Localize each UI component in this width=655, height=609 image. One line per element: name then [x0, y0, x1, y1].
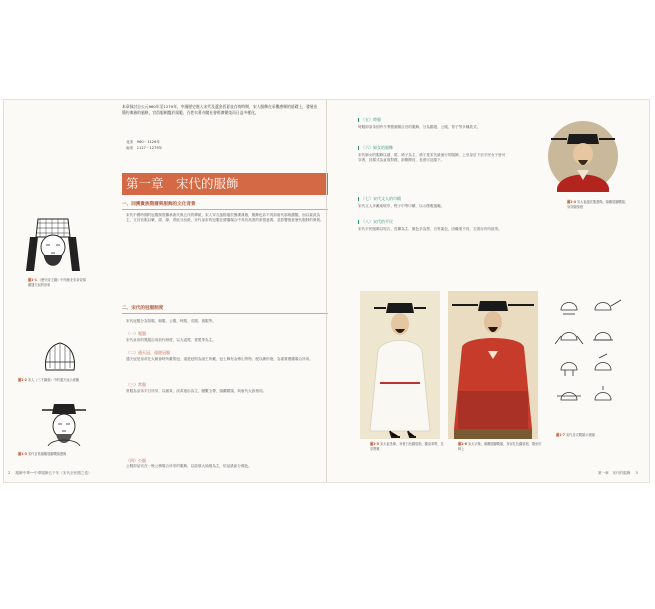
subsection-heading: （一）冕服	[126, 331, 146, 336]
caption-text: 宋太祖趙匡胤畫像，頭戴展腳幞頭，身穿圓領袍	[567, 200, 628, 209]
subsection-heading: （五）時服	[358, 117, 381, 123]
caption-text: 宋代官員頭戴展腳幞頭畫像	[27, 452, 67, 456]
body-paragraph: 宋代中國時期的冠服制度繼承唐代與五代的傳統，宋人穿衣風格趨於簡潔典雅，服飾色彩不再如唐代那般濃豔，而以素淡為主，文官官服以紫、緋、綠、青區分品級，宋代皇帝的冠服在禮儀場合中具有高度的象徵意義，並影響後世歷代服制的發展。	[126, 213, 324, 223]
emperor-portrait-circle	[547, 118, 619, 194]
caption-text: 宋太宗像，頭戴展腳幞頭，身穿紅色圓領袍，端坐於椅上	[458, 442, 542, 451]
figure-caption	[567, 200, 631, 209]
body-paragraph: 宋代文人多戴東坡巾、程子巾等巾幘，以示儒雅風範。	[358, 204, 445, 208]
section-divider	[122, 209, 328, 210]
page-number: 2	[8, 471, 11, 475]
subsection-heading: （四）公服	[126, 458, 146, 463]
left-page	[4, 100, 326, 482]
figure-number: 圖1-4	[567, 200, 576, 204]
section-divider	[122, 313, 328, 314]
chapter-title: 第一章 宋代的服飾	[122, 173, 328, 195]
body-paragraph: 宋代平民服飾以短衣、長褲為主，顏色多為黑、白等素色，因職業不同，衣著亦有所區別。	[358, 227, 502, 231]
figure-caption	[556, 433, 626, 438]
date-line: 北宋 960－1126年	[126, 140, 160, 144]
figure-caption	[370, 442, 444, 451]
figure-number: 圖1-6	[458, 442, 467, 446]
date-line: 南宋 1127－1279年	[126, 145, 163, 150]
section-heading: 二、宋代的冠服制度	[122, 306, 164, 311]
subsection-heading: （八）宋代的平民	[358, 219, 393, 225]
body-paragraph: 通天冠是皇帝在大朝會時所戴的冠，遠遊冠則為諸王所戴，冠上飾有金博山等物，配以絳紗袍，為重要禮儀場合所用。	[126, 357, 313, 361]
page-footer	[598, 471, 638, 476]
figure-number: 圖1-2	[18, 378, 27, 382]
running-title: 服飾中華──中華服飾五千年（宋代至民國之卷）	[15, 471, 92, 475]
page-number: 3	[635, 471, 638, 475]
figure-caption	[458, 442, 544, 451]
body-paragraph: 時服即皇帝依時令季節頒賜百官的服飾，分為錦袍、公服、背子等多種款式。	[358, 125, 481, 129]
caption-text: 宋代各式幞頭示意圖	[565, 433, 595, 437]
caption-text: 宋人《三才圖會》中的通天冠示意圖	[27, 378, 79, 382]
headwear-diagrams	[555, 296, 625, 420]
figure-caption	[18, 378, 88, 383]
white-robe-portrait	[360, 291, 440, 439]
crown-diagram-figure	[42, 340, 78, 372]
red-robe-portrait	[448, 291, 538, 439]
figure-number: 圖1-7	[556, 433, 565, 437]
figure-number: 圖1-3	[18, 452, 27, 456]
figure-caption	[28, 278, 88, 287]
chapter-intro: 本章探討自公元960年至1279年，中國歷史進入宋代及遼金西夏並存的時期，宋人服飾在承襲唐制的基礎上，發展出簡約典雅的風格，官員服制趨於規範，百姓衣著亦隨社會經濟繁榮而日益多樣化。	[122, 104, 318, 115]
body-paragraph: 常服為皇帝平日所穿，以赭黃、淡黃袍衫為主，腰繫玉帶，頭戴幞頭，與唐代大致相同。	[126, 389, 267, 393]
section-heading: 一、回溯貴族階層與服飾的文化背景	[122, 202, 196, 207]
subsection-heading: （三）常服	[126, 382, 146, 387]
running-title: 第一章 宋代的服飾	[598, 471, 631, 475]
figure-caption	[18, 452, 88, 457]
figure-number: 圖1-1	[28, 278, 37, 282]
page-footer	[8, 471, 92, 476]
subsection-heading: （七）宋代文人的巾幘	[358, 196, 401, 202]
official-sketch-figure	[42, 400, 86, 448]
body-paragraph: 宋代婦女的服飾以襦、裙、褙子為主，褙子是宋代最流行的服飾，上至皇后下至平民女子皆可穿著，其樣式為直領對襟，兩側開衩，長度可及膝下。	[358, 153, 506, 163]
caption-text: 宋太祖坐像，身著白色圓領袍，腰束革帶，足穿黑靴	[370, 442, 444, 451]
body-paragraph: 宋代冠服分為祭服、朝服、公服、時服、戎服、喪服等。	[126, 319, 216, 323]
subsection-heading: （二）通天冠、遠遊冠服	[126, 350, 170, 355]
dynasty-dates	[126, 140, 162, 151]
subsection-heading: （六）婦女的服飾	[358, 145, 393, 151]
body-paragraph: 公服即品官在一般公務場合所穿的服飾，以曲領大袖袍為主，依品級區分顏色。	[126, 464, 252, 468]
figure-number: 圖1-5	[370, 442, 379, 446]
emperor-sketch-figure	[24, 215, 82, 275]
body-paragraph: 宋代皇帝的冕服沿用前代制度，以大裘冕、袞冕等為主。	[126, 338, 216, 342]
caption-text: 《歷代帝王圖》中所繪北宋皇帝頭戴通天冠的形象	[28, 278, 86, 287]
